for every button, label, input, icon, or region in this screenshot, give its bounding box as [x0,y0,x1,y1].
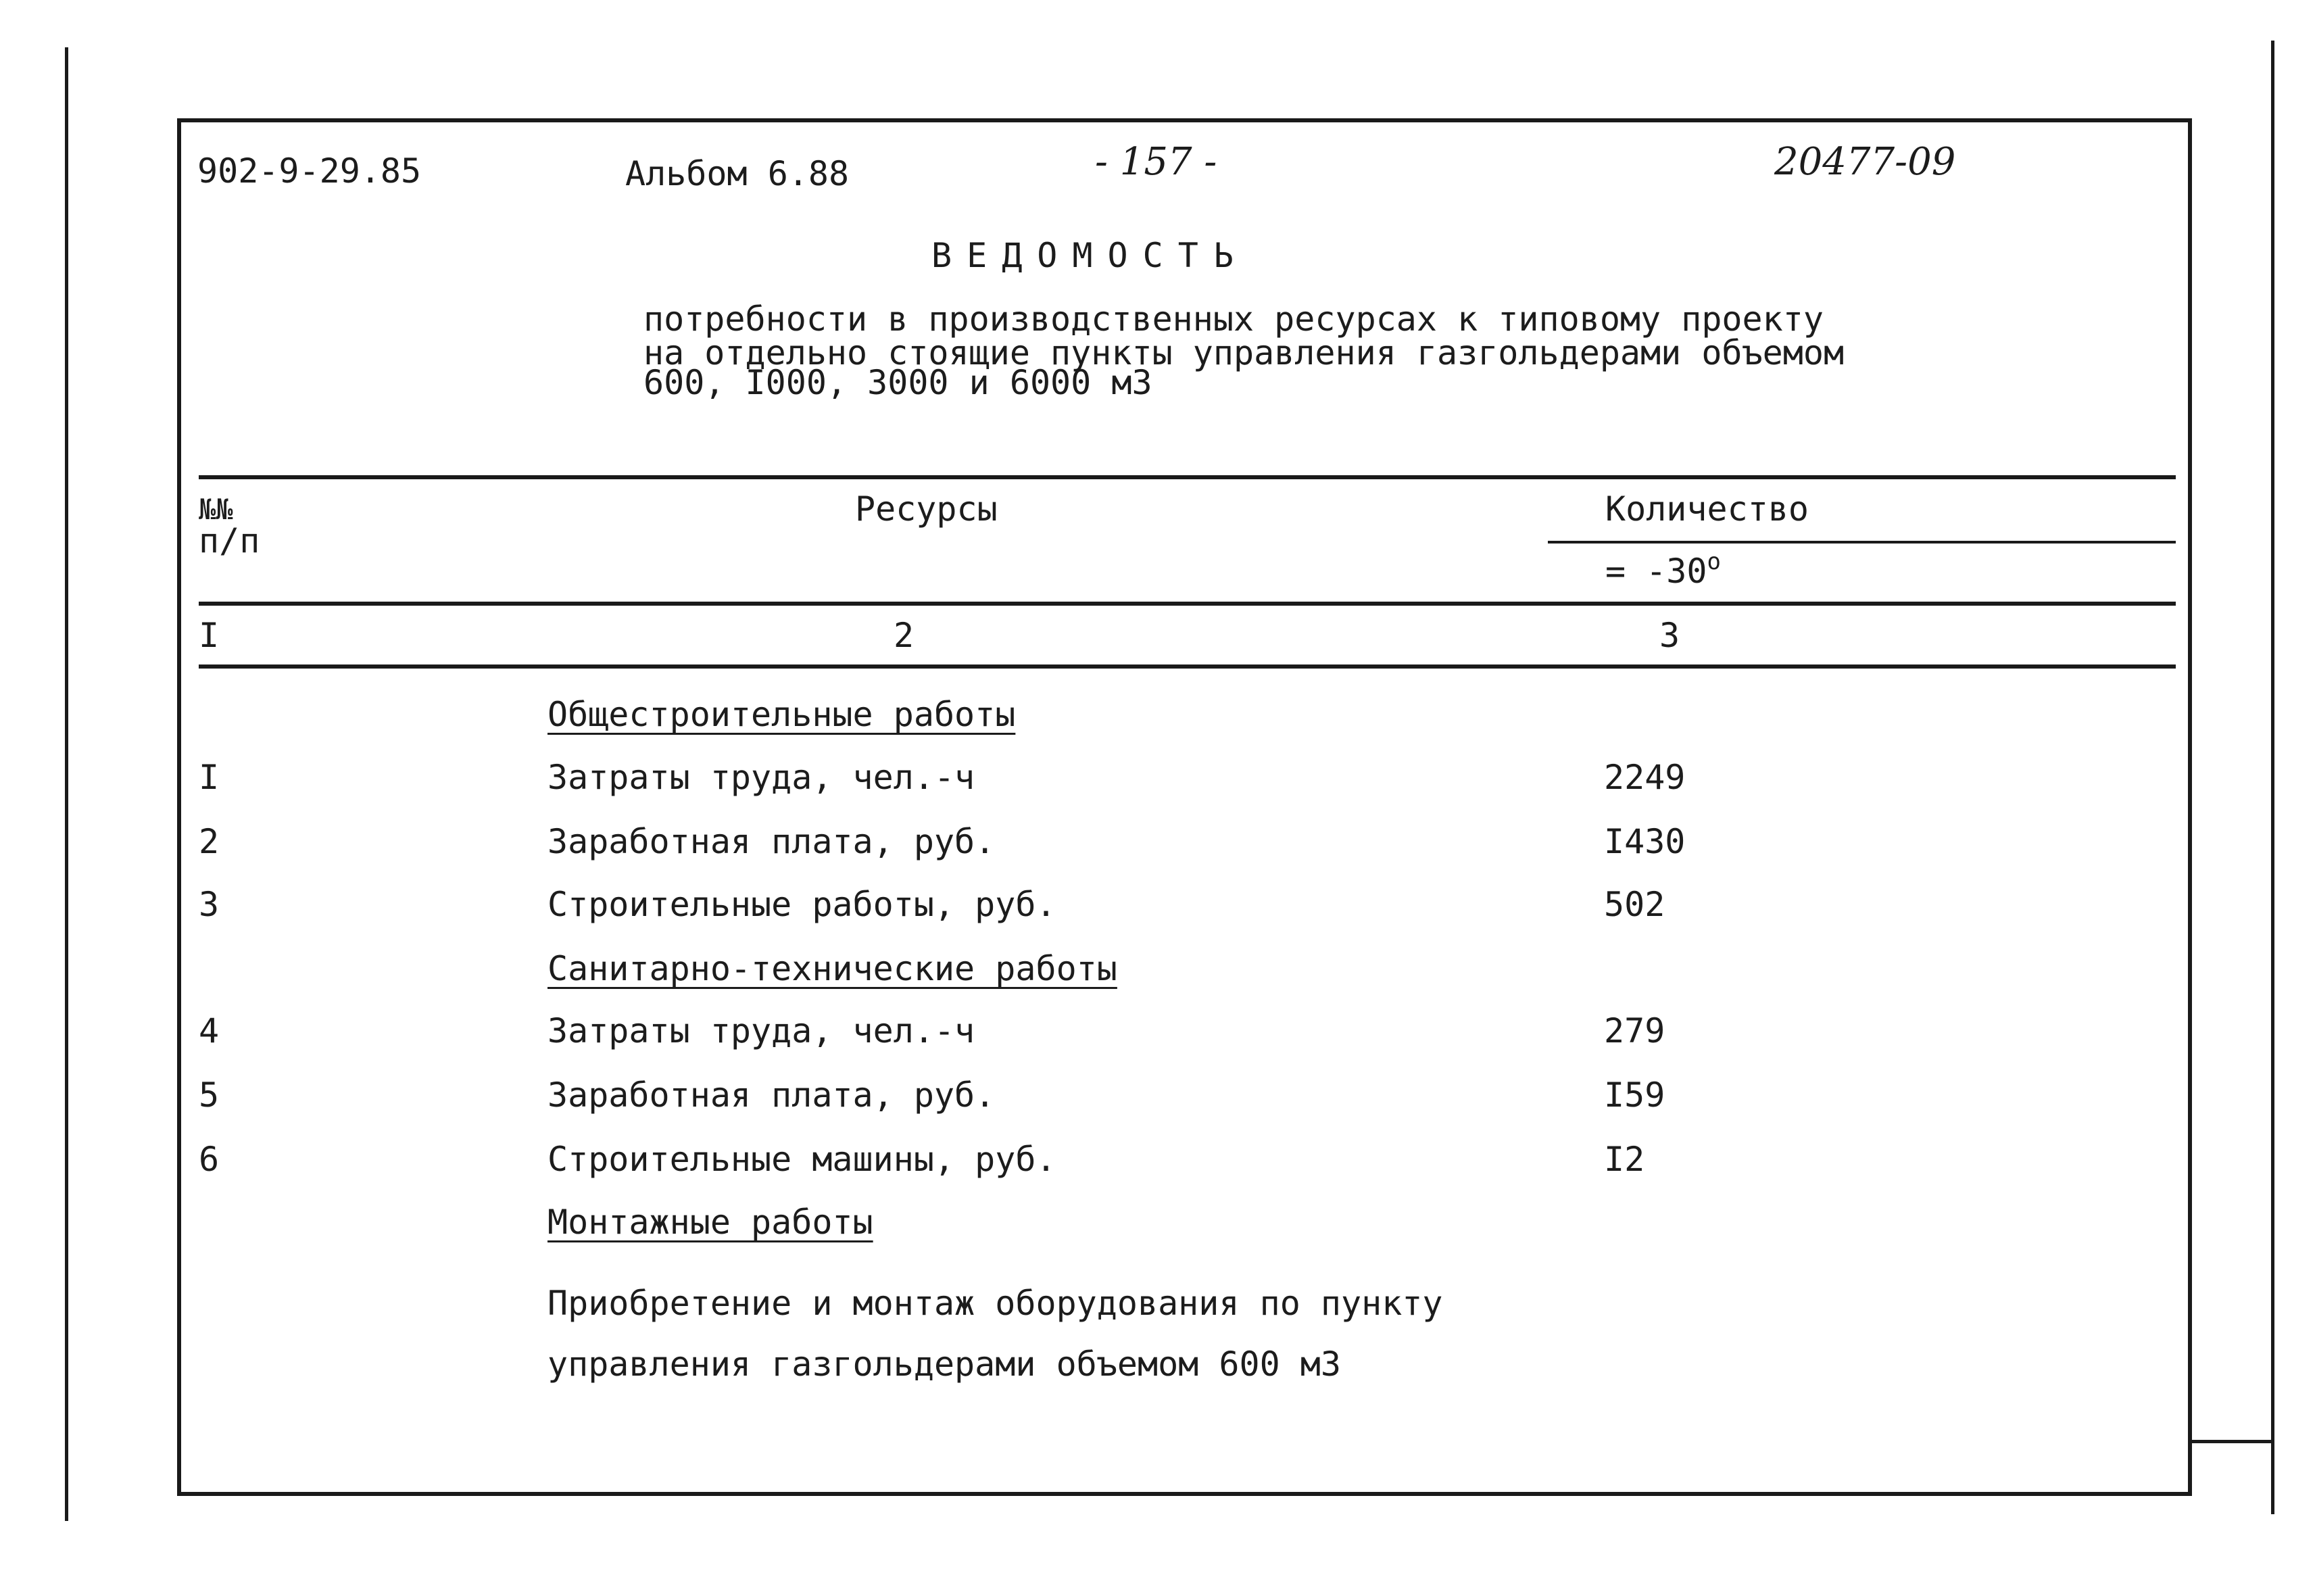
col-num-header-2: п/п [199,521,260,560]
col-numbers-rule [199,664,2176,669]
col-quantity-subheader [1605,548,1721,591]
temperature-value: = -30 [1605,552,1707,591]
inventory-number: 20477-09 [1774,140,1956,184]
row-qty: I430 [1604,822,1686,861]
row-qty: 2249 [1604,758,1686,797]
col-number-3: 3 [1659,616,1680,655]
row-resource: Затраты труда, чел.-ч [547,758,975,797]
row-resource: Заработная плата, руб. [547,1075,996,1115]
row-qty: I59 [1604,1075,1665,1115]
right-margin-line [2271,41,2274,1514]
row-num: 3 [199,885,220,924]
row-num: 6 [199,1140,220,1179]
row-num: 4 [199,1011,220,1050]
page-number: - 157 - [1095,140,1217,184]
row-resource: Затраты труда, чел.-ч [547,1011,975,1050]
section-title-general: Общестроительные работы [547,695,1016,734]
col-quantity-header: Количество [1605,489,1809,529]
section-text-line-2: управления газгольдерами объемом 600 м3 [547,1345,1341,1384]
col-num-header-1: №№ [199,493,233,526]
row-qty: 502 [1604,885,1665,924]
page-title: ВЕДОМОСТЬ [931,236,1248,275]
doc-code: 902-9-29.85 [197,151,422,191]
subtitle-line-1: потребности в производственных ресурсах к типовому проекту [643,299,1824,339]
row-num: 5 [199,1075,220,1115]
table-top-rule [199,475,2176,479]
row-num: 2 [199,822,220,861]
section-text-line-1: Приобретение и монтаж оборудования по пункту [547,1284,1443,1323]
col-number-1: I [199,616,220,655]
right-stub-line [2192,1440,2273,1443]
row-resource: Заработная плата, руб. [547,822,996,861]
album-label: Альбом 6.88 [625,154,850,193]
row-resource: Строительные работы, руб. [547,885,1056,924]
degree-mark: o [1707,548,1721,575]
header-bottom-rule [199,602,2176,606]
left-margin-line [65,47,68,1521]
row-resource: Строительные машины, руб. [547,1140,1056,1179]
section-title-sanitary: Санитарно-технические работы [547,949,1117,988]
qty-subheader-rule [1548,541,2176,543]
col-number-2: 2 [894,616,915,655]
subtitle-line-3: 600, I000, 3000 и 6000 м3 [643,363,1152,402]
row-num: I [199,758,220,797]
col-resources-header: Ресурсы [855,489,998,529]
row-qty: 279 [1604,1011,1665,1050]
section-title-installation: Монтажные работы [547,1203,873,1242]
subtitle-line-2: на отдельно стоящие пункты управления газгольдерами объемом [643,333,1845,372]
row-qty: I2 [1604,1140,1645,1179]
